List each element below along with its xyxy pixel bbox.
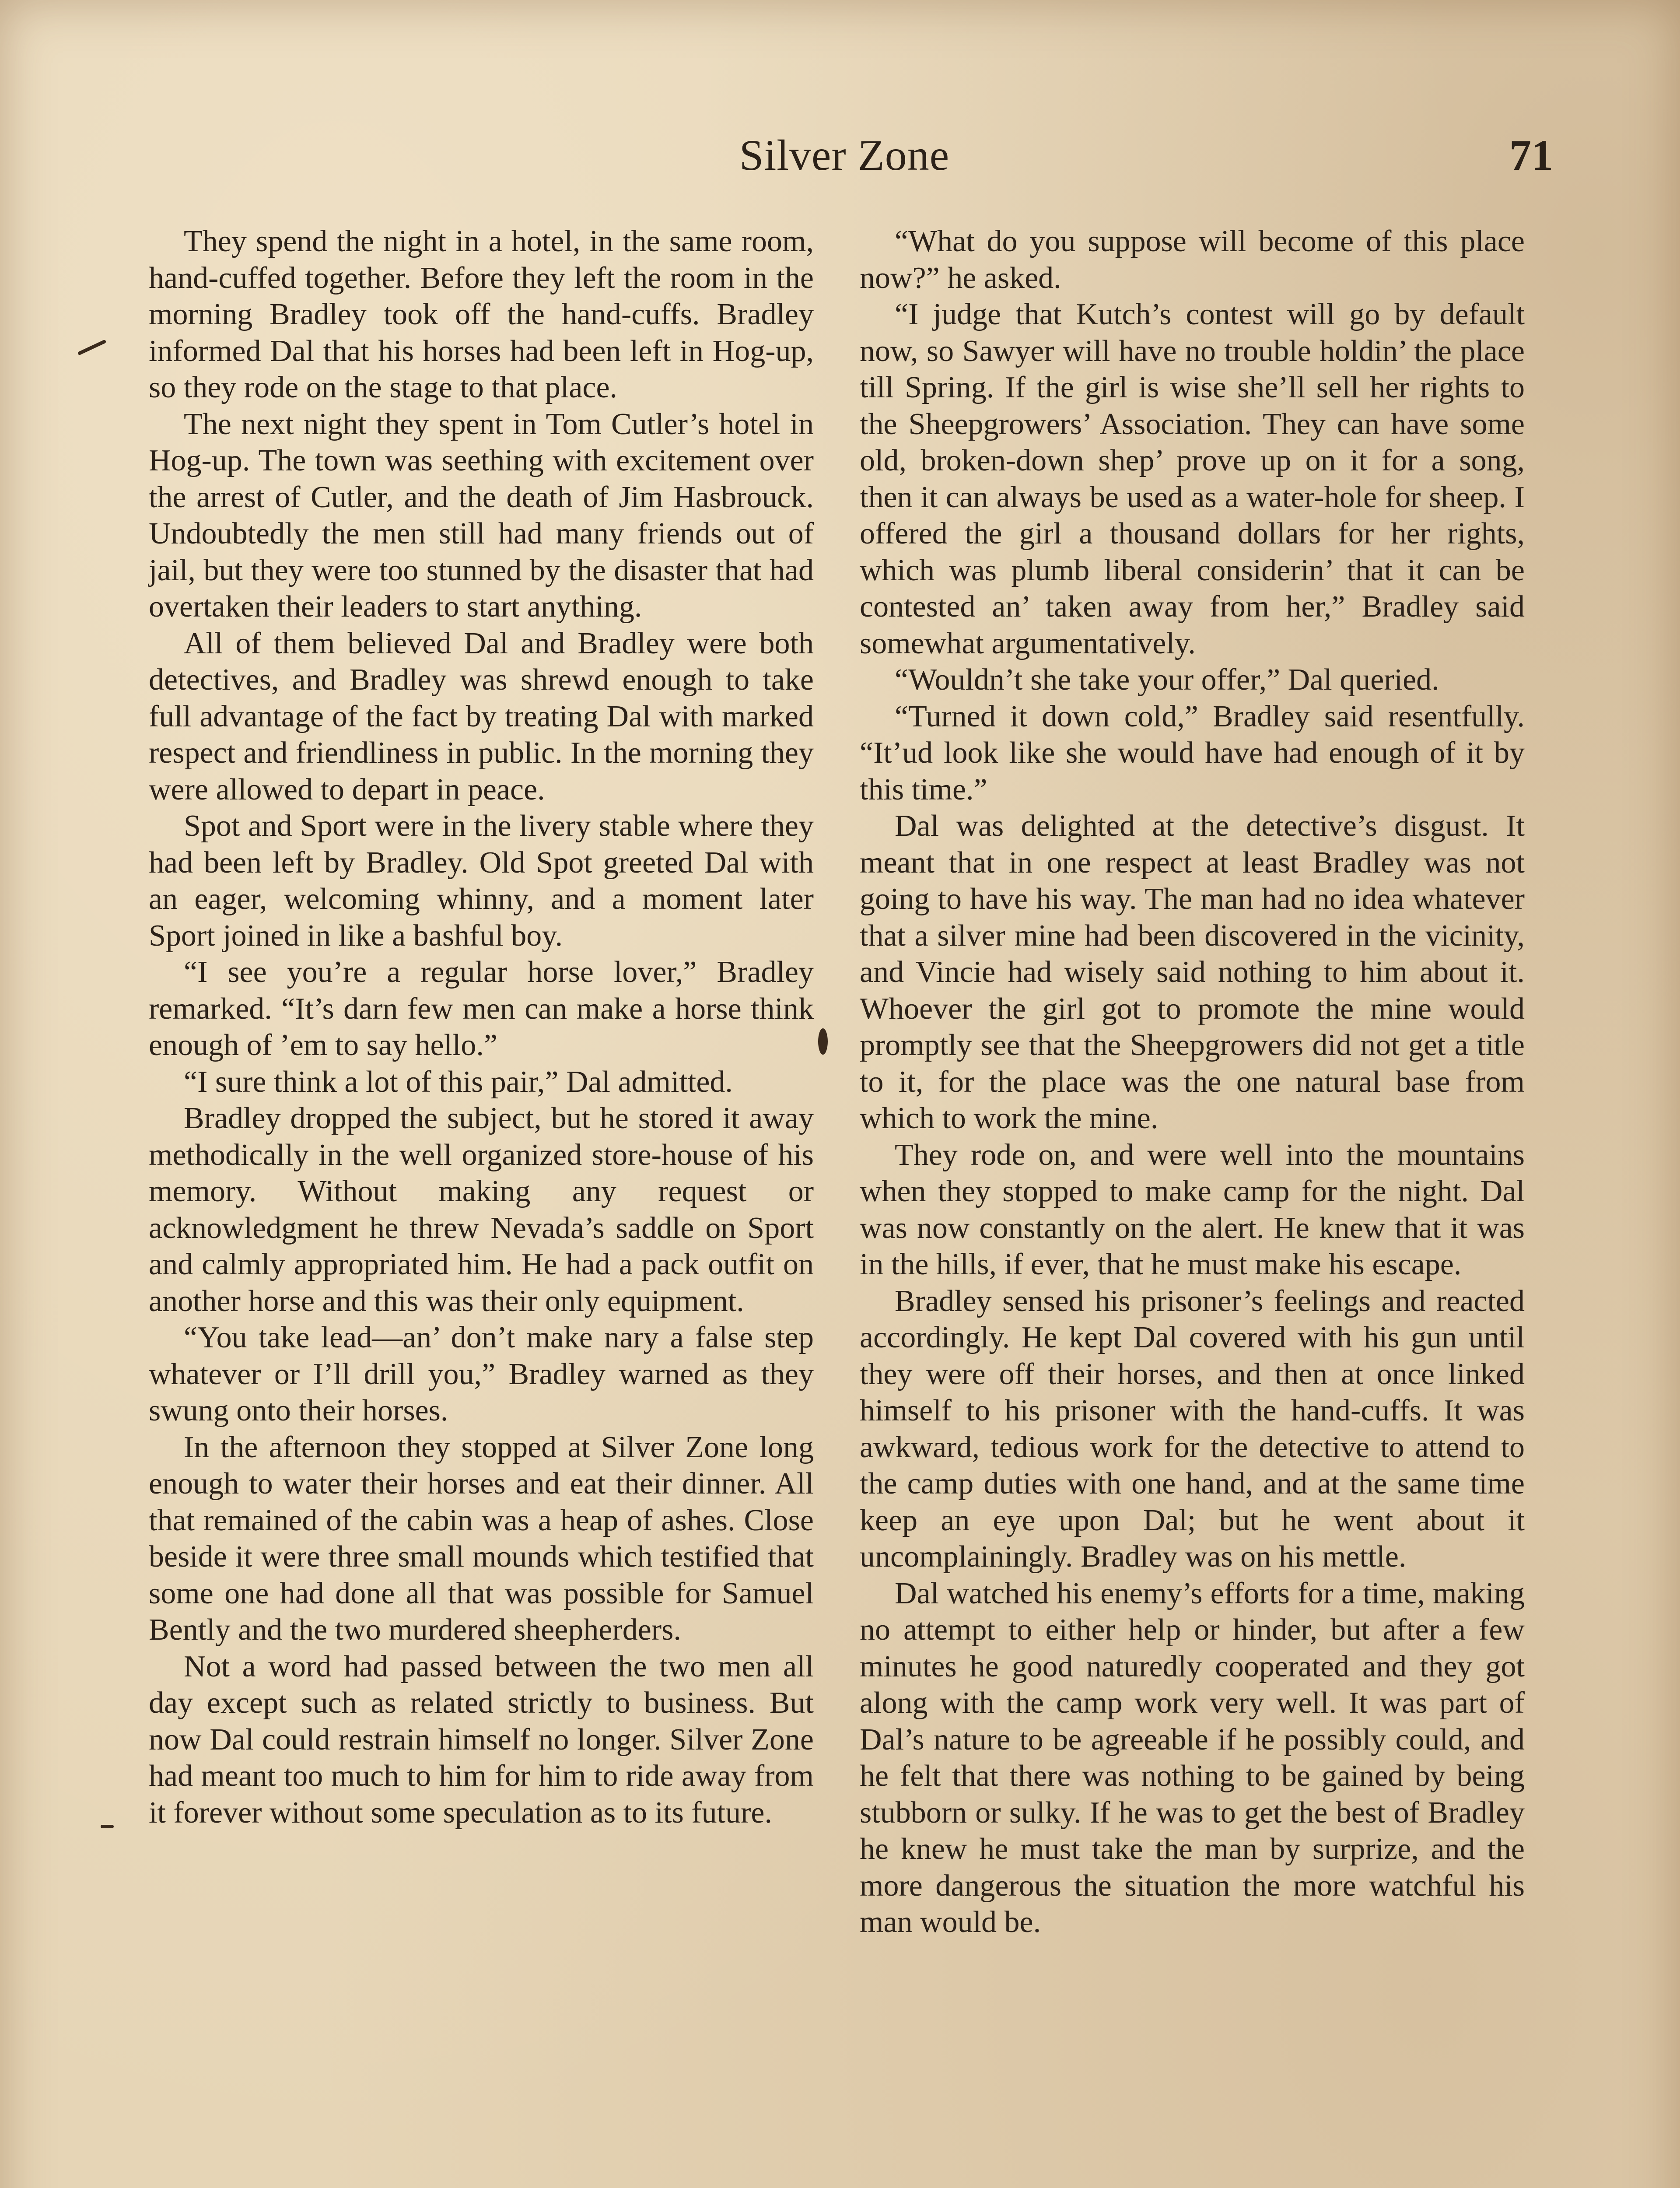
paragraph: “Turned it down cold,” Bradley said resentfully. “It’ud look like she would have had enough of it by this time.”: [860, 699, 1525, 806]
paragraph: “Wouldn’t she take your offer,” Dal queried.: [895, 663, 1439, 697]
paragraph: “You take lead—an’ don’t make nary a false step whatever or I’ll drill you,” Bradley warned as they swung onto their horses.: [149, 1321, 814, 1427]
paragraph: “I sure think a lot of this pair,” Dal admitted.: [184, 1065, 733, 1099]
ink-speck: [77, 340, 107, 356]
page-number: 71: [1509, 131, 1553, 179]
right-column: [860, 223, 1525, 1941]
paragraph: Dal was delighted at the detective’s disgust. It meant that in one respect at least Bradley was not going to have his way. The man had no idea whatever that a silver mine had been discovered in the vicinity, and Vincie had wisely said nothing to him about it. Whoever the girl got to promote the mine would promptly see that the Sheepgrowers did not get a title to it, for the place was the one natural base from which to work the mine.: [860, 809, 1525, 1135]
running-title: Silver Zone: [739, 131, 950, 179]
paragraph: The next night they spent in Tom Cutler’s hotel in Hog-up. The town was seething with excitement over the arrest of Cutler, and the death of Jim Hasbrouck. Undoubtedly the men still had many friends out of jail, but they were too stunned by the disaster that had overtaken their leaders to start anything.: [149, 407, 814, 624]
paragraph: Spot and Sport were in the livery stable where they had been left by Bradley. Old Spot greeted Dal with an eager, welcoming whinny, and a moment later Sport joined in like a bashful boy.: [149, 809, 814, 953]
ink-speck: [101, 1825, 114, 1828]
running-header: [0, 127, 1680, 193]
paragraph: Bradley sensed his prisoner’s feelings and reacted accordingly. He kept Dal covered with his gun until they were off their horses, and then at once linked himself to his prisoner with the hand-cuffs. It was awkward, tedious work for the detective to attend to the camp duties with one hand, and at the same time keep an eye upon Dal; but he went about it uncomplainingly. Bradley was on his mettle.: [860, 1284, 1525, 1574]
paragraph: All of them believed Dal and Bradley were both detectives, and Bradley was shrewd enough to take full advantage of the fact by treating Dal with marked respect and friendliness in public. In the morning they were allowed to depart in peace.: [149, 626, 814, 806]
left-column: [149, 223, 814, 1831]
paragraph: “What do you suppose will become of this place now?” he asked.: [860, 224, 1525, 295]
paragraph: In the afternoon they stopped at Silver Zone long enough to water their horses and eat their dinner. All that remained of the cabin was a heap of ashes. Close beside it were three small mounds which testified that some one had done all that was possible for Samuel Bently and the two murdered sheepherders.: [149, 1430, 814, 1647]
paragraph: They rode on, and were well into the mountains when they stopped to make camp for the night. Dal was now constantly on the alert. He knew that it was in the hills, if ever, that he must make his escape.: [860, 1138, 1525, 1281]
paragraph: Dal watched his enemy’s efforts for a time, making no attempt to either help or hinder, but after a few minutes he good naturedly cooperated and they got along with the camp work very well. It was part of Dal’s nature to be agreeable if he possibly could, and he felt that there was nothing to be gained by being stubborn or sulky. If he was to get the best of Bradley he knew he must take the man by surprize, and the more dangerous the situation the more watchful his man would be.: [860, 1576, 1525, 1939]
paragraph: “I judge that Kutch’s contest will go by default now, so Sawyer will have no trouble holdin’ the place till Spring. If the girl is wise she’ll sell her rights to the Sheepgrowers’ Association. They can have some old, broken-down shep’ prove up on it for a song, then it can always be used as a water-hole for sheep. I offered the girl a thousand dollars for her rights, which was plumb liberal considerin’ that it can be contested an’ taken away from her,” Bradley said somewhat argumentatively.: [860, 298, 1525, 660]
paragraph: Not a word had passed between the two men all day except such as related strictly to business. But now Dal could restrain himself no longer. Silver Zone had meant too much to him for him to ride away from it forever without some speculation as to its future.: [149, 1649, 814, 1830]
paragraph: They spend the night in a hotel, in the same room, hand-cuffed together. Before they left the room in the morning Bradley took off the hand-cuffs. Bradley informed Dal that his horses had been left in Hog-up, so they rode on the stage to that place.: [149, 224, 814, 404]
ink-speck: [818, 1028, 828, 1055]
paragraph: “I see you’re a regular horse lover,” Bradley remarked. “It’s darn few men can make a horse think enough of ’em to say hello.”: [149, 955, 814, 1062]
paragraph: Bradley dropped the subject, but he stored it away methodically in the well organized store-house of his memory. Without making any request or acknowledgment he threw Nevada’s saddle on Sport and calmly appropriated him. He had a pack outfit on another horse and this was their only equipment.: [149, 1101, 814, 1318]
